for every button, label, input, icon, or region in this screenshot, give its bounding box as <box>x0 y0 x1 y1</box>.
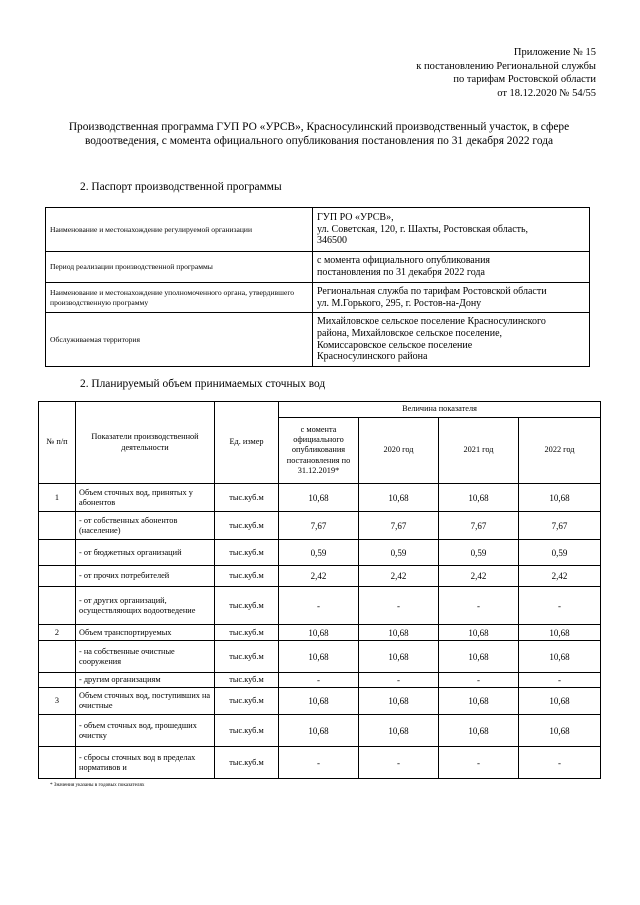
row-value: - <box>279 747 359 779</box>
row-value: 2,42 <box>439 566 519 587</box>
row-num: 3 <box>39 688 76 715</box>
row-unit: тыс.куб.м <box>215 715 279 747</box>
value-line: района, Михайловское сельское поселение, <box>317 327 503 339</box>
row-indicator: - от бюджетных организаций <box>76 540 215 566</box>
row-value: - <box>439 673 519 688</box>
row-unit: тыс.куб.м <box>215 688 279 715</box>
value-line: ГУП РО «УРСВ», <box>317 211 394 223</box>
row-indicator: - от прочих потребителей <box>76 566 215 587</box>
row-value: - <box>519 587 601 625</box>
row-value: 10,68 <box>359 715 439 747</box>
row-value: 10,68 <box>519 688 601 715</box>
table-row <box>39 512 601 540</box>
row-unit: тыс.куб.м <box>215 484 279 512</box>
header-period: с момента официального опубликования постановления по 31.12.2019* <box>279 418 359 484</box>
row-value: 10,68 <box>519 484 601 512</box>
row-value: 7,67 <box>439 512 519 540</box>
row-value: - <box>279 587 359 625</box>
row-num <box>39 747 76 779</box>
header-period: 2021 год <box>439 418 519 484</box>
row-num <box>39 512 76 540</box>
row-unit: тыс.куб.м <box>215 673 279 688</box>
passport-label: Период реализации производственной программы <box>46 252 313 283</box>
value-line: постановления по 31 декабря 2022 года <box>317 267 485 278</box>
value-line: 346500 <box>317 235 347 247</box>
row-value: 10,68 <box>279 688 359 715</box>
row-value: - <box>519 747 601 779</box>
passport-value <box>313 208 590 252</box>
row-num <box>39 673 76 688</box>
row-value: - <box>439 747 519 779</box>
row-value: 0,59 <box>279 540 359 566</box>
row-value: - <box>359 747 439 779</box>
table-row <box>46 208 590 252</box>
footnote: * Значения указаны в годовых показателях <box>50 782 145 788</box>
row-indicator: Объем сточных вод, принятых у абонентов <box>76 484 215 512</box>
row-value: 2,42 <box>279 566 359 587</box>
table-row <box>46 283 590 313</box>
table-row <box>39 747 601 779</box>
value-line: Региональная служба по тарифам Ростовской области <box>317 285 547 297</box>
passport-value <box>313 313 590 367</box>
table-row <box>39 587 601 625</box>
row-value: 10,68 <box>359 625 439 641</box>
passport-label: Наименование и местонахождение регулируемой организации <box>46 208 313 252</box>
appendix-line: по тарифам Ростовской области <box>453 74 596 85</box>
row-value: - <box>279 673 359 688</box>
row-value: 10,68 <box>279 625 359 641</box>
row-num <box>39 566 76 587</box>
row-value: 10,68 <box>439 688 519 715</box>
wastewater-table <box>38 401 601 779</box>
row-value: 10,68 <box>359 484 439 512</box>
row-unit: тыс.куб.м <box>215 641 279 673</box>
table-row <box>39 625 601 641</box>
row-value: 10,68 <box>279 641 359 673</box>
value-line: ул. Советская, 120, г. Шахты, Ростовская область, <box>317 223 529 235</box>
row-value: 10,68 <box>359 688 439 715</box>
row-num <box>39 715 76 747</box>
row-unit: тыс.куб.м <box>215 625 279 641</box>
row-value: - <box>519 673 601 688</box>
row-unit: тыс.куб.м <box>215 747 279 779</box>
value-line: Комиссаровское сельское поселение <box>317 339 473 351</box>
row-unit: тыс.куб.м <box>215 540 279 566</box>
table-row <box>39 715 601 747</box>
header-value-group: Величина показателя <box>279 402 601 418</box>
row-value: 7,67 <box>359 512 439 540</box>
passport-value <box>313 283 590 313</box>
row-value: 7,67 <box>519 512 601 540</box>
passport-table <box>45 207 590 367</box>
header-num: № п/п <box>39 402 76 484</box>
value-line: с момента официального опубликования <box>317 255 491 267</box>
row-value: 10,68 <box>279 715 359 747</box>
row-indicator: - от собственных абонентов (население) <box>76 512 215 540</box>
table-row <box>39 540 601 566</box>
row-num <box>39 641 76 673</box>
table-row <box>39 566 601 587</box>
header-period: 2020 год <box>359 418 439 484</box>
row-value: 10,68 <box>519 715 601 747</box>
row-indicator: Объем транспортируемых <box>76 625 215 641</box>
table-row <box>39 673 601 688</box>
value-line: Красносулинского района <box>317 351 428 363</box>
row-indicator: - сбросы сточных вод в пределах нормативов и <box>76 747 215 779</box>
table-row <box>39 484 601 512</box>
table-row <box>39 688 601 715</box>
passport-label: Обслуживаемая территория <box>46 313 313 367</box>
row-indicator: Объем сточных вод, поступивших на очистные <box>76 688 215 715</box>
row-num <box>39 587 76 625</box>
section-heading-passport: 2. Паспорт производственной программы <box>80 181 282 193</box>
passport-label: Наименование и местонахождение уполномоченного органа, утвердившего производственную программу <box>46 283 313 313</box>
row-num: 2 <box>39 625 76 641</box>
row-indicator: - от других организаций, осуществляющих водоотведение <box>76 587 215 625</box>
row-value: 0,59 <box>439 540 519 566</box>
row-value: 10,68 <box>519 625 601 641</box>
row-value: 0,59 <box>519 540 601 566</box>
row-value: 10,68 <box>519 641 601 673</box>
table-row <box>39 641 601 673</box>
row-value: 0,59 <box>359 540 439 566</box>
row-num: 1 <box>39 484 76 512</box>
row-value: 2,42 <box>359 566 439 587</box>
row-indicator: - другим организациям <box>76 673 215 688</box>
appendix-header <box>276 46 596 100</box>
row-value: - <box>359 673 439 688</box>
table-row <box>46 313 590 367</box>
appendix-line: к постановлению Региональной службы <box>416 60 596 72</box>
header-unit: Ед. измер <box>215 402 279 484</box>
row-value: 10,68 <box>439 625 519 641</box>
value-line: Михайловское сельское поселение Красносулинского <box>317 315 546 327</box>
row-value: 2,42 <box>519 566 601 587</box>
row-value: 10,68 <box>279 484 359 512</box>
table-row <box>46 252 590 283</box>
row-unit: тыс.куб.м <box>215 512 279 540</box>
header-indicator: Показатели производственной деятельности <box>76 402 215 484</box>
row-unit: тыс.куб.м <box>215 587 279 625</box>
row-num <box>39 540 76 566</box>
passport-value <box>313 252 590 283</box>
appendix-line: Приложение № 15 <box>513 47 596 58</box>
document-title: Производственная программа ГУП РО «УРСВ», Красносулинский производственный участок, в сфере водоотведения, с момента официального опубликования постановления по 31 декабря 2022 года <box>68 121 570 147</box>
appendix-line: от 18.12.2020 № 54/55 <box>497 87 596 99</box>
row-value: 7,67 <box>279 512 359 540</box>
section-heading-wastewater: 2. Планируемый объем принимаемых сточных вод <box>80 378 326 390</box>
row-value: 10,68 <box>439 484 519 512</box>
table-header-row <box>39 402 601 418</box>
row-value: 10,68 <box>439 641 519 673</box>
row-indicator: - объем сточных вод, прошедших очистку <box>76 715 215 747</box>
row-value: 10,68 <box>439 715 519 747</box>
value-line: ул. М.Горького, 295, г. Ростов-на-Дону <box>317 297 482 309</box>
row-value: - <box>439 587 519 625</box>
row-value: 10,68 <box>359 641 439 673</box>
row-unit: тыс.куб.м <box>215 566 279 587</box>
row-indicator: - на собственные очистные сооружения <box>76 641 215 673</box>
row-value: - <box>359 587 439 625</box>
header-period: 2022 год <box>519 418 601 484</box>
